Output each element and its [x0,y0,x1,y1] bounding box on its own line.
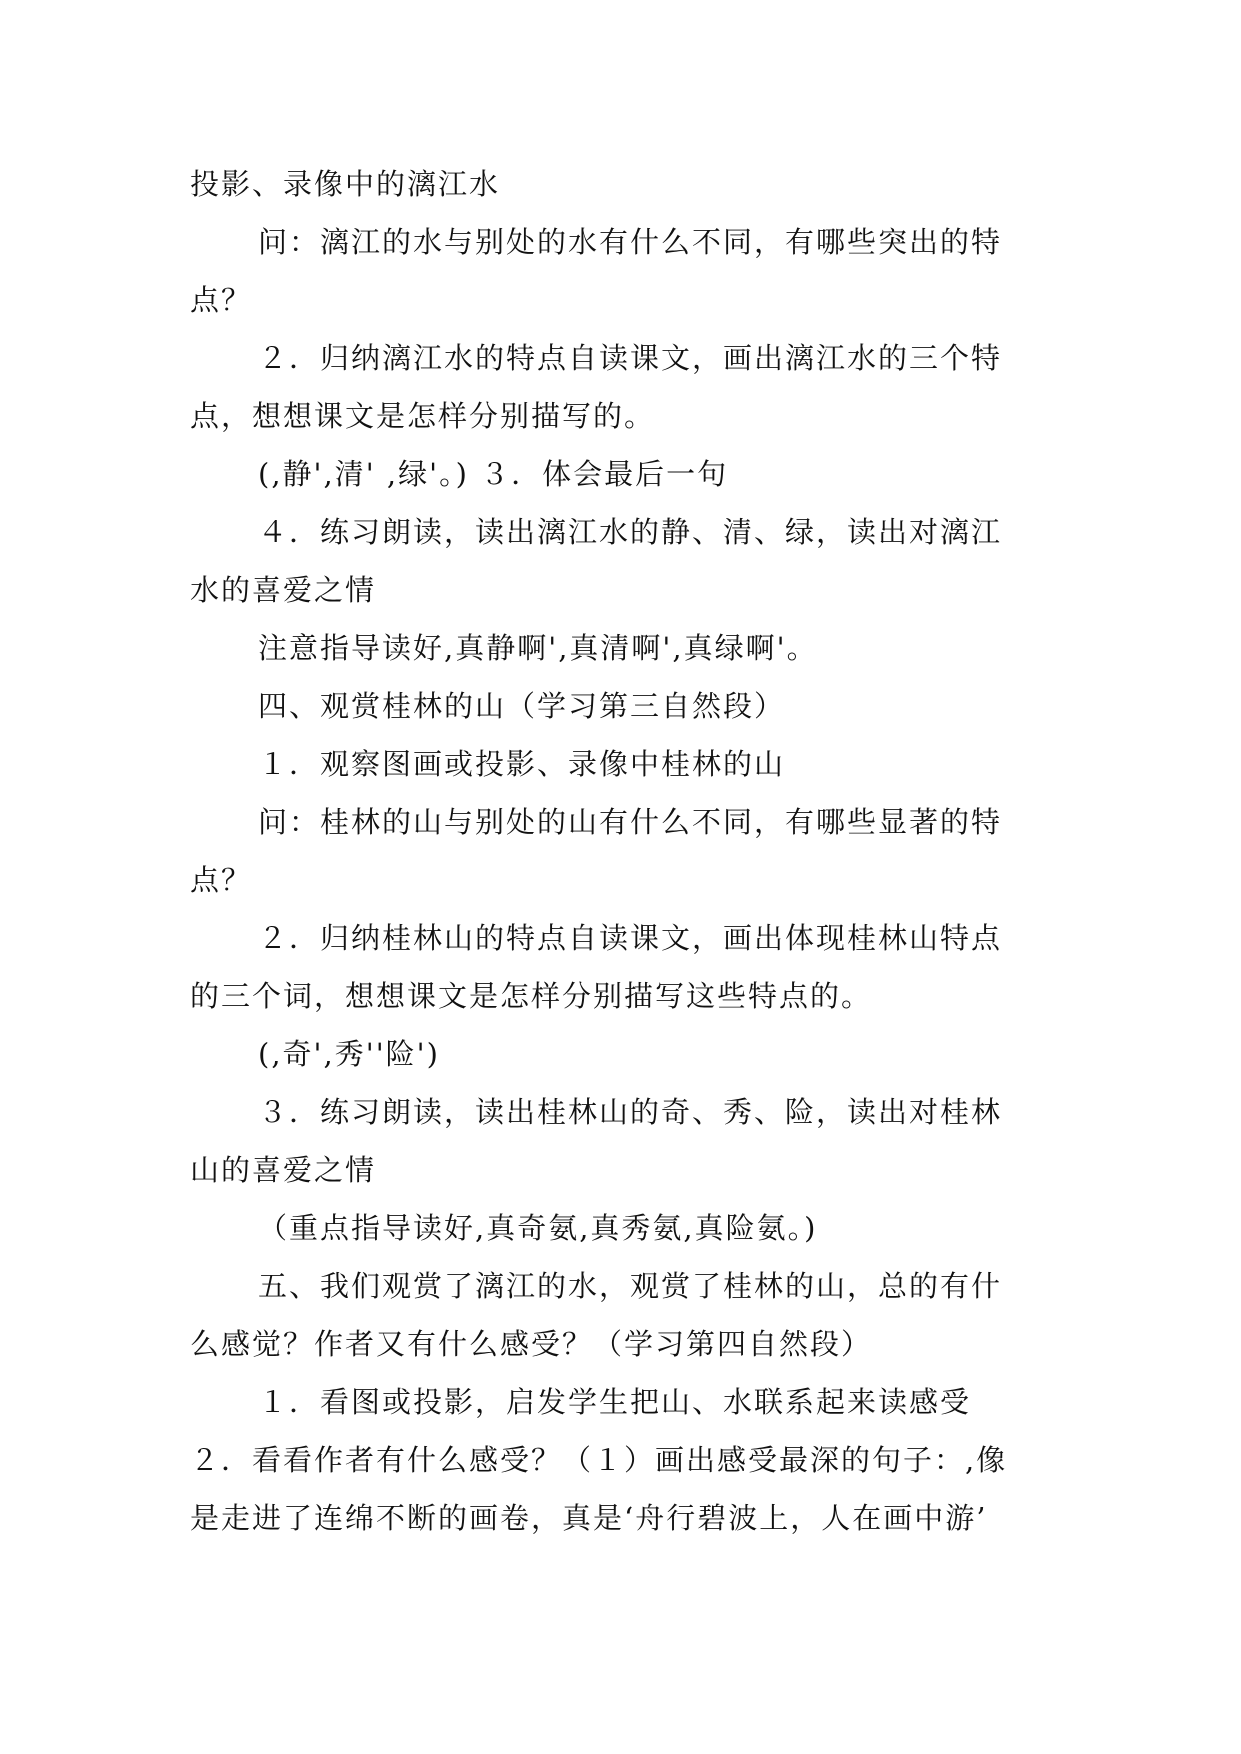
text-line-8: 水的喜爱之情 [190,573,377,607]
text-line-13: 点？ [190,863,253,897]
text-line-9: 注意指导读好,真静啊',真清啊',真绿啊'。 [258,631,818,665]
text-line-11: １．观察图画或投影、录像中桂林的山 [258,747,786,781]
text-line-18: 山的喜爱之情 [190,1153,377,1187]
text-line-1: 投影、录像中的漓江水 [190,167,501,201]
text-line-22: １．看图或投影，启发学生把山、水联系起来读感受 [258,1385,972,1419]
text-line-12: 问：桂林的山与别处的山有什么不同，有哪些显著的特 [258,805,1003,839]
text-line-16: (,奇',秀''险') [258,1037,440,1071]
text-line-3: 点？ [190,283,253,317]
text-line-20: 五、我们观赏了漓江的水，观赏了桂林的山，总的有什 [258,1269,1003,1303]
text-line-4: ２．归纳漓江水的特点自读课文，画出漓江水的三个特 [258,341,1003,375]
text-line-23: ２．看看作者有什么感受？（１）画出感受最深的句子：,像 [190,1443,1008,1477]
text-line-6: (,静',清' ,绿'。) ３．体会最后一句 [258,457,729,491]
text-line-24: 是走进了连绵不断的画卷，真是‘舟行碧波上，人在画中游’ [190,1501,988,1535]
text-line-7: ４．练习朗读，读出漓江水的静、清、绿，读出对漓江 [258,515,1003,549]
text-line-14: ２．归纳桂林山的特点自读课文，画出体现桂林山特点 [258,921,1003,955]
text-line-21: 么感觉？作者又有什么感受？（学习第四自然段） [190,1327,873,1361]
text-line-10: 四、观赏桂林的山（学习第三自然段） [258,689,786,723]
text-line-5: 点，想想课文是怎样分别描写的。 [190,399,656,433]
text-line-19: （重点指导读好,真奇氨,真秀氨,真险氨。) [258,1211,818,1245]
text-line-17: ３．练习朗读，读出桂林山的奇、秀、险，读出对桂林 [258,1095,1003,1129]
text-line-15: 的三个词，想想课文是怎样分别描写这些特点的。 [190,979,873,1013]
document-body [190,155,1050,1547]
text-line-2: 问：漓江的水与别处的水有什么不同，有哪些突出的特 [258,225,1003,259]
